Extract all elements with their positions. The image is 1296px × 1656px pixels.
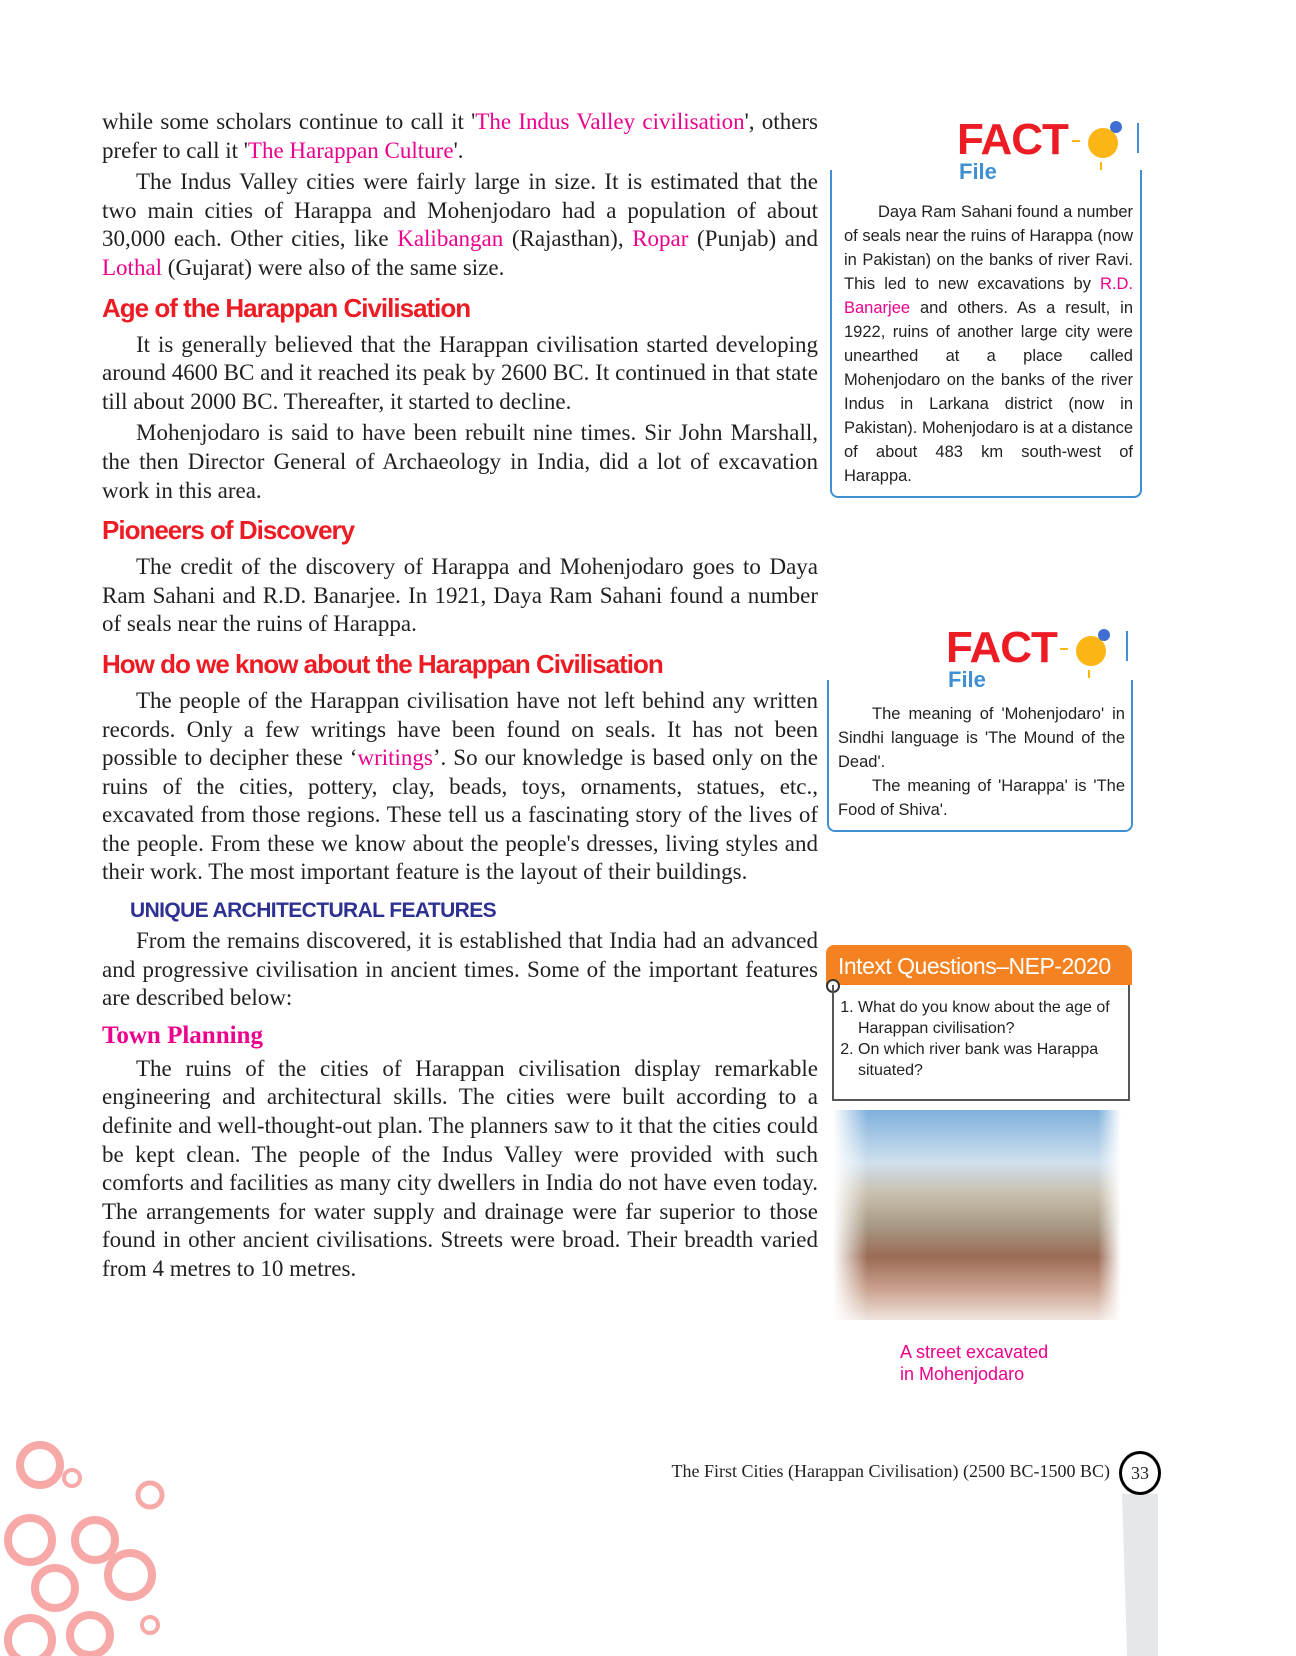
main-text-column [102,108,818,1284]
fact-file-box [830,170,1142,498]
heading-town-planning: Town Planning [102,1021,263,1049]
fact-label: FACT [946,623,1057,672]
file-label: File [948,667,986,692]
fact-label: FACT [957,115,1068,164]
text: (Punjab) and [688,226,819,252]
page-edge-strip [1122,1494,1158,1656]
intext-questions-header: Intext Questions–NEP-2020 [826,945,1132,985]
highlight-term: Ropar [632,226,689,252]
fact-text: The meaning of 'Harappa' is 'The Food of Shiva'. [838,777,1125,819]
paragraph-age: It is generally believed that the Harappan civilisation started developing around 4600 BC and it reached its peak by 2600 BC. It continued in that state till about 2000 BC. Thereafter, it started to decline. [102,331,818,414]
text: '. [453,137,464,163]
mohenjodaro-street-photo [833,1110,1121,1320]
highlight-term: Lothal [102,254,163,280]
fact-border [1126,631,1128,661]
text: ', others prefer to call it ' [102,109,819,163]
fact-border [1137,123,1139,153]
photo-caption [900,1341,1048,1385]
intext-questions-box [832,985,1130,1101]
text: and others. As a result, in 1922, ruins of another large city were unearthed at a place called Mohenjodaro on the banks of the river Indus in Larkana district (now in Pakistan). Mohenjodaro is at a distance of about 483 km south-west of Harappa. [844,299,1133,485]
paragraph-how [102,687,818,887]
heading-pioneers: Pioneers of Discovery [102,515,355,546]
caption-line: in Mohenjodaro [900,1364,1025,1384]
highlight-term: The Indus Valley civilisation [475,109,745,134]
paragraph-pioneers: The credit of the discovery of Harappa and Mohenjodaro goes to Daya Ram Sahani and R.D. Banarjee. In 1921, Daya Ram Sahani found a number of seals near the ruins of Harappa. [102,554,818,637]
paragraph-unique: From the remains discovered, it is established that India had an advanced and progressive civilisation in ancient times. Some of the important features are described below: [102,928,818,1011]
text: while some scholars continue to call it ' [102,109,476,134]
heading-unique: UNIQUE ARCHITECTURAL FEATURES [130,899,497,923]
file-label: File [959,159,997,184]
question: 2. On which river bank was Harappa situated? [858,1039,1122,1081]
text: Daya Ram Sahani found a number of seals near the ruins of Harappa (now in Pakistan) on the banks of river Ravi. This led to new excavations by [844,203,1133,293]
highlight-term: writings [357,745,433,771]
fact-file-box [827,680,1133,832]
paragraph-cities [102,168,818,282]
text: ’. So our knowledge is based only on the ruins of the cities, pottery, clay, beads, toys, ornaments, statues, etc., excavated from those regions. These tell us a fascinating story of the lives of the people. From these we know about the people's dresses, living styles and their work. The most important feature is the layout of their buildings. [102,745,819,885]
paragraph-names [102,108,818,165]
chapter-footer: The First Cities (Harappan Civilisation) (2500 BC-1500 BC) [671,1461,1110,1481]
fact-text [844,200,1133,488]
text: (Rajasthan), [503,226,633,252]
page-number: 33 [1119,1451,1161,1495]
fact-text: The meaning of 'Mohenjodaro' in Sindhi language is 'The Mound of the Dead'. [838,705,1125,771]
heading-age: Age of the Harappan Civilisation [102,292,471,323]
highlight-term: R.D. Banarjee [844,275,1133,317]
heading-how: How do we know about the Harappan Civilisation [102,648,663,679]
paragraph-rebuilt: Mohenjodaro is said to have been rebuilt nine times. Sir John Marshall, the then Director General of Archaeology in India, did a lot of excavation work in this area. [102,420,818,503]
highlight-term: Kalibangan [397,226,504,252]
highlight-term: The Harappan Culture [247,137,454,163]
text: The Indus Valley cities were fairly large in size. It is estimated that the two main cities of Harappa and Mohenjodaro had a population of about 30,000 each. Other cities, like [102,169,818,252]
decorative-circles [0,1430,170,1656]
text: (Gujarat) were also of the same size. [162,254,505,280]
caption-line: A street excavated [900,1342,1049,1362]
question: 1. What do you know about the age of Harappan civilisation? [858,997,1122,1039]
paragraph-town-planning: The ruins of the cities of Harappan civilisation display remarkable engineering and architectural skills. The cities were built according to a definite and well-thought-out plan. The planners saw to it that the cities could be kept clean. The people of the Indus Valley were provided with such comforts and facilities as many city dwellers in India do not have even today. The arrangements for water supply and drainage were far superior to those found in other ancient civilisations. Streets were broad. Their breadth varied from 4 metres to 10 metres. [102,1055,818,1281]
text: The people of the Harappan civilisation have not left behind any written records. Only a few writings have been found on seals. It has not been possible to decipher these ‘ [102,687,818,771]
